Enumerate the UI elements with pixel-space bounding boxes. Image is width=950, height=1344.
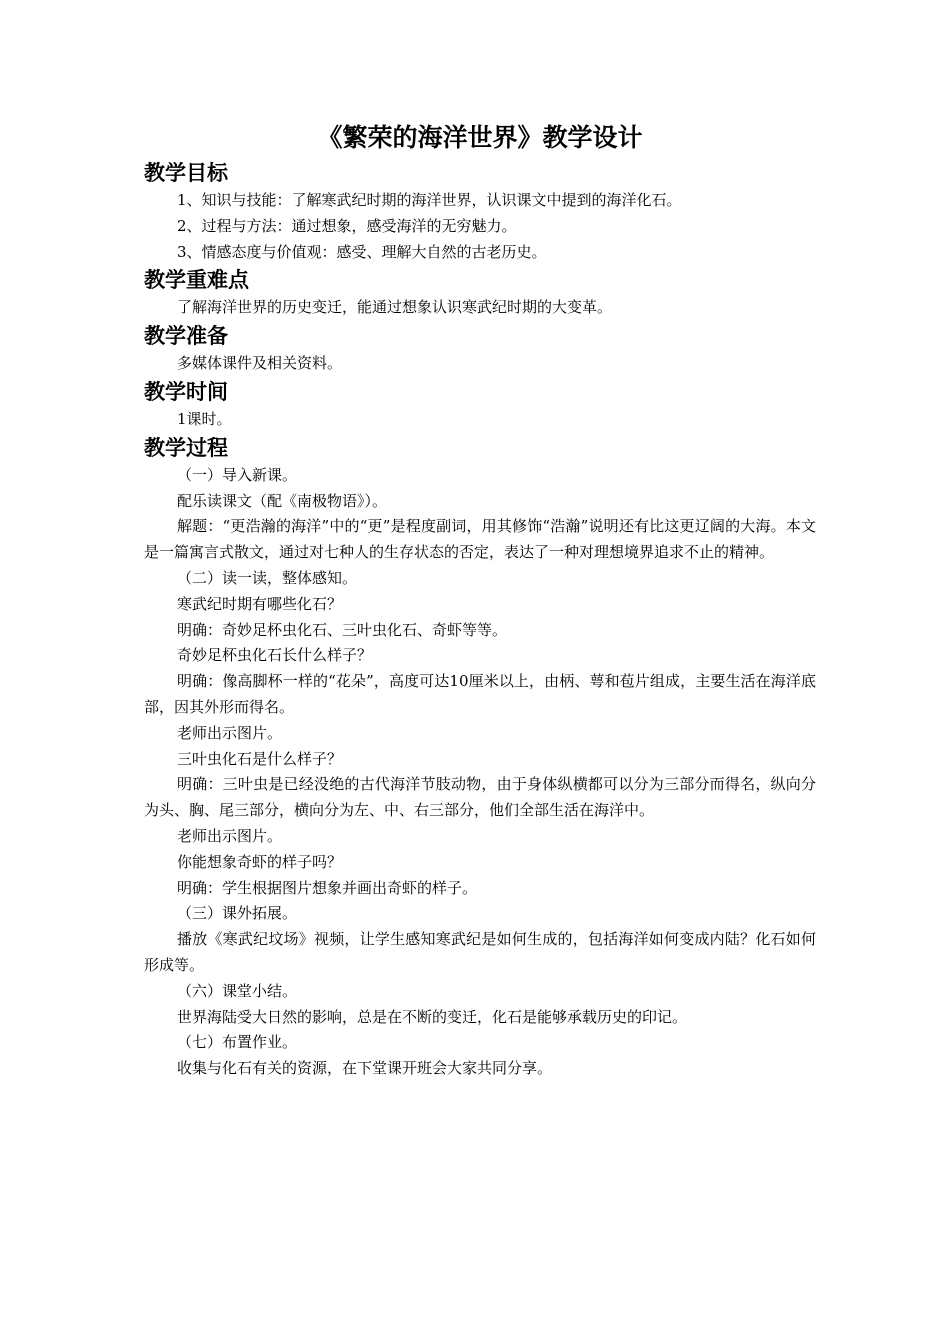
paragraph: 收集与化石有关的资源，在下堂课开班会大家共同分享。 bbox=[177, 1059, 553, 1078]
paragraph: 解题：“更浩瀚的海洋”中的“更”是程度副词，用其修饰“浩瀚”说明还有比这更辽阔的大海。本文是一篇寓言式散文，通过对七种人的生存状态的否定，表达了一种对理想境界追求不止的精神。 bbox=[144, 517, 816, 562]
paragraph: （三）课外拓展。 bbox=[177, 904, 298, 923]
paragraph: 奇妙足杯虫化石长什么样子？ bbox=[177, 646, 373, 665]
section bbox=[144, 321, 816, 377]
paragraph: 2、过程与方法：通过想象，感受海洋的无穷魅力。 bbox=[177, 216, 517, 235]
document-page bbox=[144, 118, 816, 1082]
paragraph: 配乐读课文（配《南极物语》）。 bbox=[177, 491, 388, 510]
paragraph: 老师出示图片。 bbox=[177, 723, 283, 742]
paragraph: （六）课堂小结。 bbox=[177, 981, 298, 1000]
paragraph: 三叶虫化石是什么样子？ bbox=[177, 749, 343, 768]
section bbox=[144, 433, 816, 1082]
paragraph: （七）布置作业。 bbox=[177, 1033, 298, 1052]
paragraph: 1课时。 bbox=[177, 409, 232, 428]
paragraph: 3、情感态度与价值观：感受、理解大自然的古老历史。 bbox=[177, 242, 547, 261]
paragraph: 世界海陆受大日然的影响，总是在不断的变迁，化石是能够承载历史的印记。 bbox=[177, 1007, 688, 1026]
paragraph: 明确：三叶虫是已经没绝的古代海洋节肢动物，由于身体纵横都可以分为三部分而得名，纵向分为头、胸、尾三部分，横向分为左、中、右三部分，他们全部生活在海洋中。 bbox=[144, 775, 816, 820]
document-body bbox=[144, 158, 816, 1082]
section-heading: 教学准备 bbox=[144, 324, 228, 349]
document-title: 《繁荣的海洋世界》教学设计 bbox=[317, 123, 643, 152]
section bbox=[144, 265, 816, 321]
paragraph: 了解海洋世界的历史变迁，能通过想象认识寒武纪时期的大变革。 bbox=[177, 298, 613, 317]
paragraph: （一）导入新课。 bbox=[177, 465, 298, 484]
section-heading: 教学目标 bbox=[144, 161, 228, 185]
paragraph: 多媒体课件及相关资料。 bbox=[177, 354, 343, 373]
paragraph: 明确：奇妙足杯虫化石、三叶虫化石、奇虾等等。 bbox=[177, 620, 508, 639]
section-heading: 教学时间 bbox=[144, 379, 228, 404]
paragraph: 1、知识与技能：了解寒武纪时期的海洋世界，认识课文中提到的海洋化石。 bbox=[177, 191, 682, 209]
paragraph: （二）读一读，整体感知。 bbox=[177, 568, 358, 587]
section-heading: 教学重难点 bbox=[144, 268, 249, 293]
paragraph: 播放《寒武纪坟场》视频，让学生感知寒武纪是如何生成的，包括海洋如何变成内陆？化石如何形成等。 bbox=[144, 930, 816, 974]
section bbox=[144, 377, 816, 433]
section-heading: 教学过程 bbox=[144, 435, 228, 460]
paragraph: 你能想象奇虾的样子吗？ bbox=[177, 852, 343, 871]
paragraph: 老师出示图片。 bbox=[177, 826, 283, 845]
section bbox=[144, 158, 816, 265]
paragraph: 明确：学生根据图片想象并画出奇虾的样子。 bbox=[177, 878, 478, 897]
paragraph: 寒武纪时期有哪些化石？ bbox=[177, 594, 343, 613]
paragraph: 明确：像高脚杯一样的“花朵”，高度可达10厘米以上，由柄、萼和苞片组成，主要生活在海洋底部，因其外形而得名。 bbox=[144, 672, 816, 716]
